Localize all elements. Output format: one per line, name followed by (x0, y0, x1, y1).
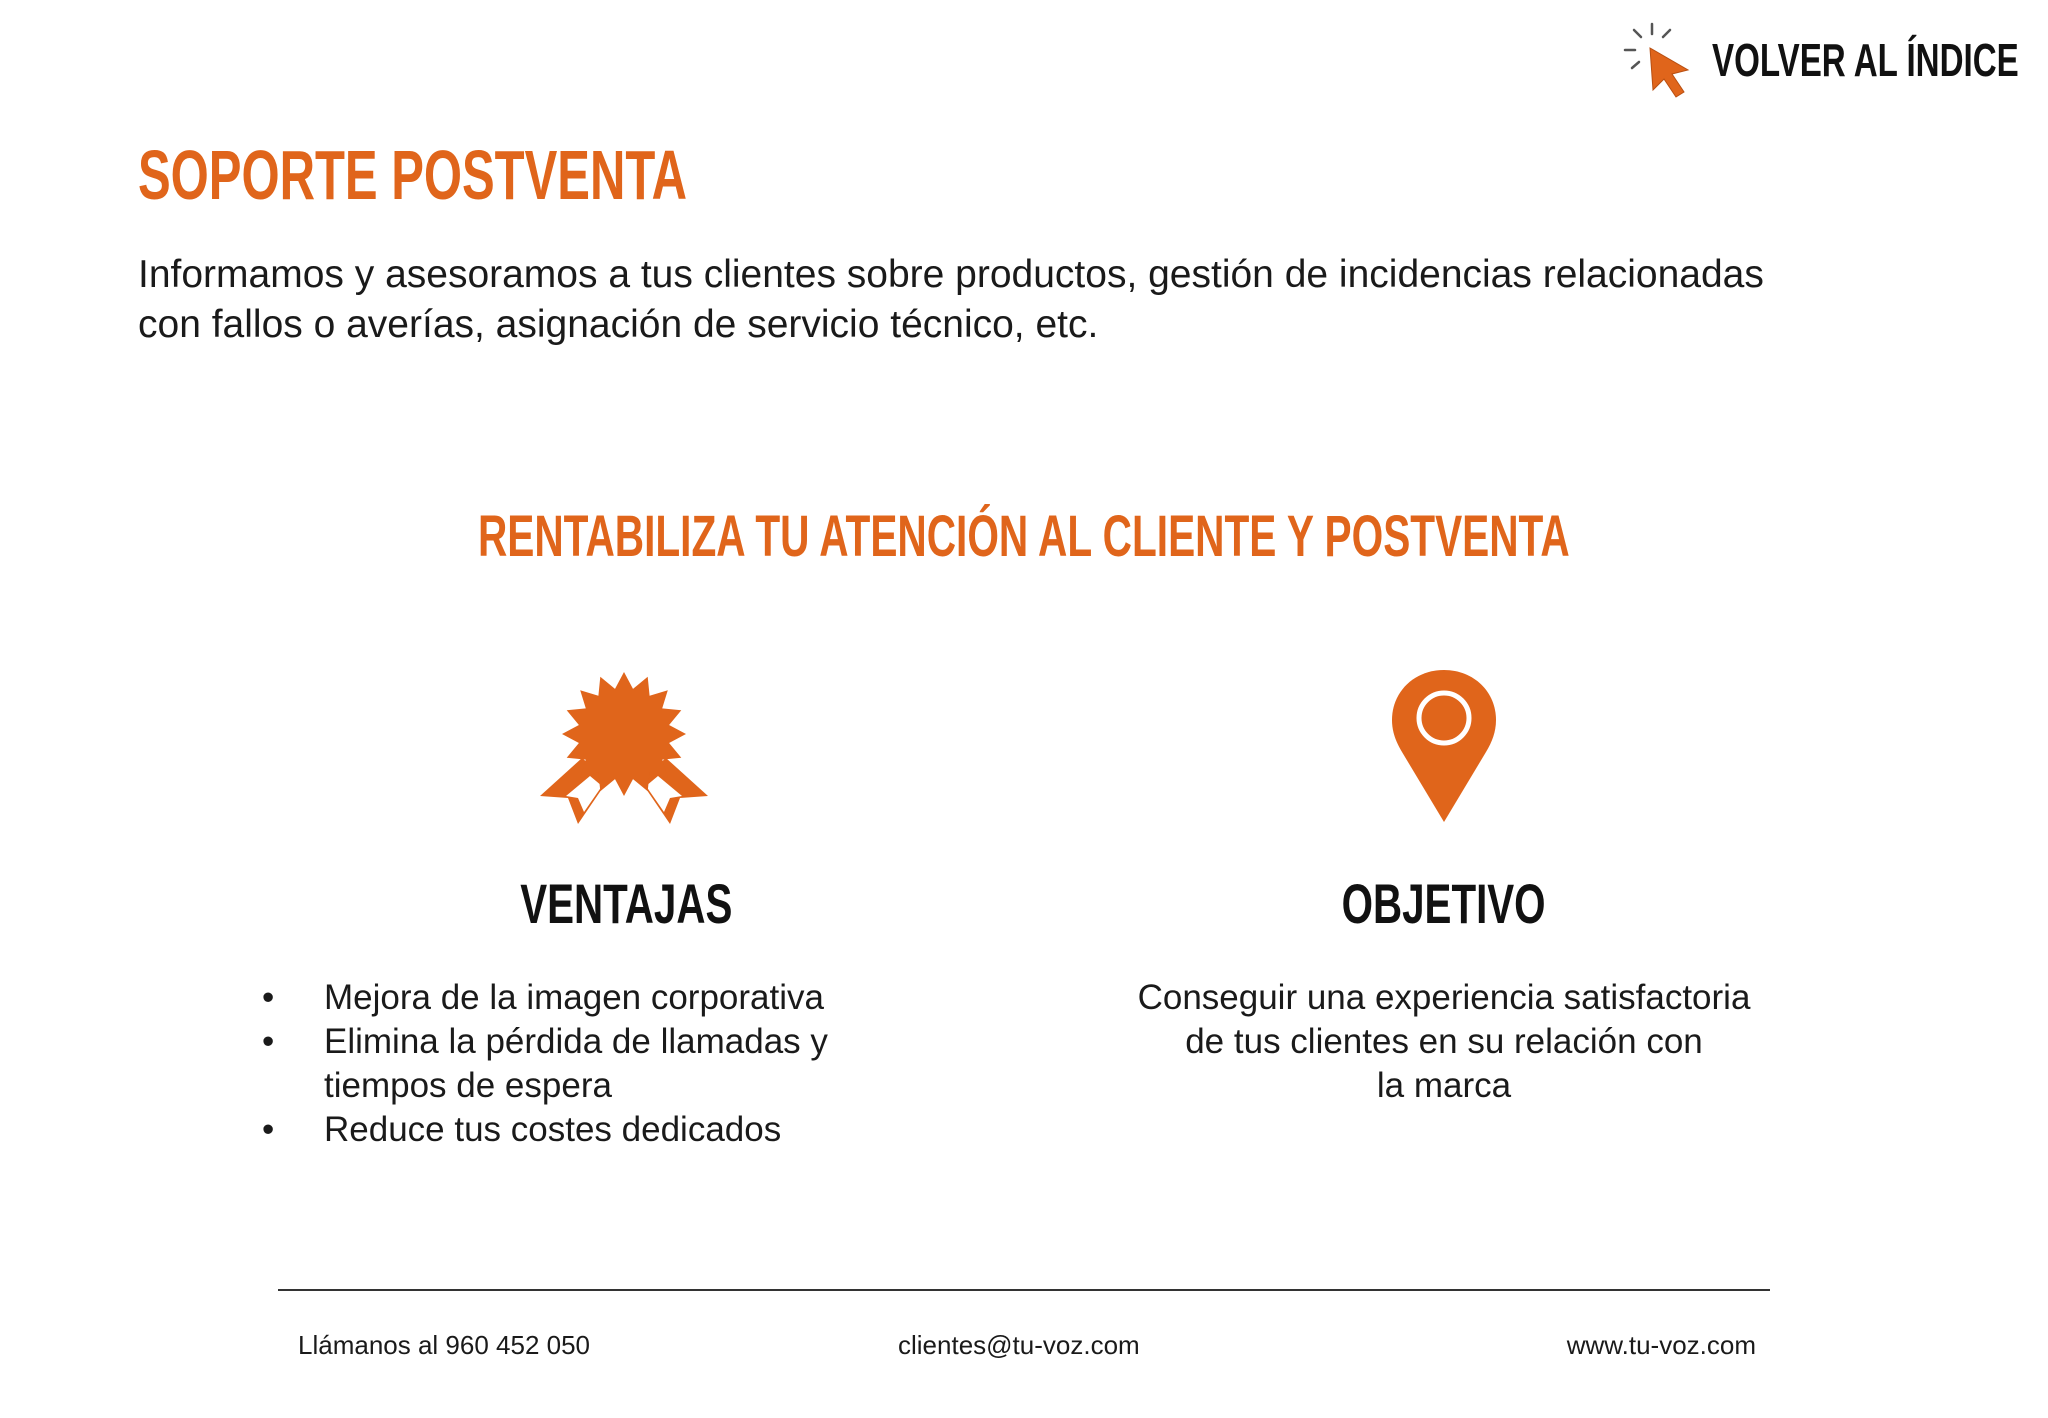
objetivo-title (1194, 872, 1694, 935)
intro-text: Informamos y asesoramos a tus clientes sobre productos, gestión de incidencias relacionadas con fallos o averías, asignación de servicio técnico, etc. (138, 253, 1764, 346)
list-item-text: Reduce tus costes dedicados (324, 1110, 782, 1149)
objective-line: Conseguir una experiencia satisfactoria (1137, 978, 1751, 1017)
list-item-text: Mejora de la imagen corporativa (324, 978, 824, 1017)
objective-line: de tus clientes en su relación con (1185, 1022, 1703, 1061)
list-item (262, 976, 902, 1020)
benefits-list (262, 976, 902, 1152)
bullet: • (262, 1110, 275, 1149)
list-item-text: Elimina la pérdida de llamadas y tiempos de espera (324, 1022, 828, 1105)
footer-divider (278, 1289, 1770, 1291)
subheading-text: RENTABILIZA TU ATENCIÓN AL CLIENTE Y POSTVENTA (478, 504, 1570, 569)
cursor-click-icon (1620, 20, 1702, 100)
location-pin-icon (1390, 668, 1498, 829)
bullet: • (262, 1022, 275, 1061)
objective-line: la marca (1376, 1066, 1512, 1105)
bullet: • (262, 978, 275, 1017)
ventajas-title-text: VENTAJAS (519, 872, 733, 935)
section-title: SOPORTE POSTVENTA (138, 136, 688, 214)
footer-website[interactable]: www.tu-voz.com (1566, 1330, 1756, 1360)
award-badge-icon (540, 668, 708, 829)
back-to-index-label: VOLVER AL ÍNDICE (1712, 34, 2019, 86)
objective-text (1044, 976, 1844, 1108)
list-item (262, 1020, 902, 1108)
subheading (0, 504, 2048, 569)
list-item (262, 1108, 902, 1152)
objetivo-title-text: OBJETIVO (1342, 872, 1546, 935)
ventajas-title (376, 872, 876, 935)
footer-phone[interactable]: Llámanos al 960 452 050 (298, 1330, 591, 1360)
footer-email[interactable]: clientes@tu-voz.com (898, 1330, 1140, 1360)
back-to-index-link[interactable] (1620, 20, 2048, 100)
